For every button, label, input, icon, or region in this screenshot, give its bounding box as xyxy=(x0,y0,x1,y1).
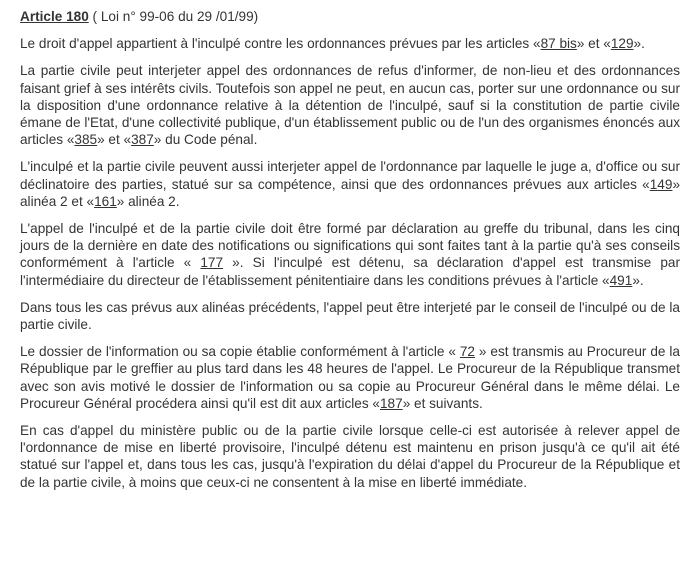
text-run: Le droit d'appel appartient à l'inculpé contre les ordonnances prévues par les articles « xyxy=(20,36,541,52)
paragraph xyxy=(20,343,680,412)
text-run: En cas d'appel du ministère public ou de la partie civile lorsque celle-ci est autorisée à relever appel de l'ordonnance de mise en liberté provisoire, l'inculpé détenu est maintenu en prison jusqu'à ce qu'il ait été statué sur l'appel et, dans tous les cas, jusqu'à l'expiration du délai d'appel du Procureur de la République et de la partie civile, à moins que ceux-ci ne consentent à la mise en liberté immédiate. xyxy=(20,423,680,490)
text-run: » et « xyxy=(576,36,611,52)
article-ref-link[interactable]: 129 xyxy=(610,36,634,52)
text-run: La partie civile peut interjeter appel des ordonnances de refus d'informer, de non-lieu et des ordonnances faisant grief à ses intérêts civils. Toutefois son appel ne peut, en aucun cas, porter sur une ordonnance ou sur la disposition d'une ordonnance relative à la détention de l'inculpé, sauf si la constitution de partie civile émane de l'Etat, d'une collectivité publique, d'un établissement public ou de l'un des organismes énoncés aux articles « xyxy=(20,63,680,148)
text-run: » alinéa 2. xyxy=(116,193,180,209)
text-run: ». Si l'inculpé est détenu, sa déclaration d'appel est transmise par l'intermédiaire du directeur de l'établissement pénitentiaire dans les conditions prévues à l'article « xyxy=(20,255,680,288)
article-body xyxy=(20,35,680,491)
paragraph xyxy=(20,35,680,52)
text-run: ». xyxy=(632,272,644,288)
paragraph xyxy=(20,62,680,148)
text-run: ». xyxy=(633,36,645,52)
text-run: » est transmis au Procureur de la République par le greffier au plus tard dans les 48 heures de l'appel. Le Procureur de la République transmet avec son avis motivé le dossier de l'information ou sa copie au Procureur Général dans le même délai. Le Procureur Général procédera ainsi qu'il est dit aux articles « xyxy=(20,344,680,411)
text-run: » et suivants. xyxy=(402,395,483,411)
article-ref-link[interactable]: 491 xyxy=(609,272,633,288)
text-run: L'appel de l'inculpé et de la partie civile doit être formé par déclaration au greffe du tribunal, dans les cinq jours de la dernière en date des notifications ou significations qui sont faites tant à la partie qu'à ses conseils conformément à l'article « xyxy=(20,221,680,271)
article-ref-link[interactable]: 385 xyxy=(74,132,98,148)
article-ref-link[interactable]: 149 xyxy=(649,176,673,192)
text-run: » du Code pénal. xyxy=(153,132,258,148)
law-reference: ( Loi n° 99-06 du 29 /01/99) xyxy=(88,9,259,24)
article-ref-link[interactable]: 387 xyxy=(131,132,154,148)
article-ref-link[interactable]: 177 xyxy=(200,255,224,271)
article-heading xyxy=(20,8,680,25)
article-ref-link[interactable]: 187 xyxy=(380,395,403,411)
paragraph xyxy=(20,299,680,333)
article-ref-link[interactable]: 161 xyxy=(94,193,117,209)
text-run: » alinéa 2 et « xyxy=(20,176,680,209)
text-run: L'inculpé et la partie civile peuvent aussi interjeter appel de l'ordonnance par laquelle le juge a, d'office ou sur déclinatoire des parties, statué sur sa compétence, ainsi que des ordonnances prévues aux articles « xyxy=(20,159,680,192)
article-number: Article 180 xyxy=(20,9,89,24)
paragraph xyxy=(20,422,680,491)
article-ref-link[interactable]: 87 bis xyxy=(540,36,577,52)
paragraph xyxy=(20,220,680,289)
paragraph xyxy=(20,158,680,210)
text-run: Le dossier de l'information ou sa copie établie conformément à l'article « xyxy=(20,344,460,360)
text-run: » et « xyxy=(97,132,132,148)
text-run: Dans tous les cas prévus aux alinéas précédents, l'appel peut être interjeté par le conseil de l'inculpé ou de la partie civile. xyxy=(20,299,680,333)
article-ref-link[interactable]: 72 xyxy=(459,344,475,360)
